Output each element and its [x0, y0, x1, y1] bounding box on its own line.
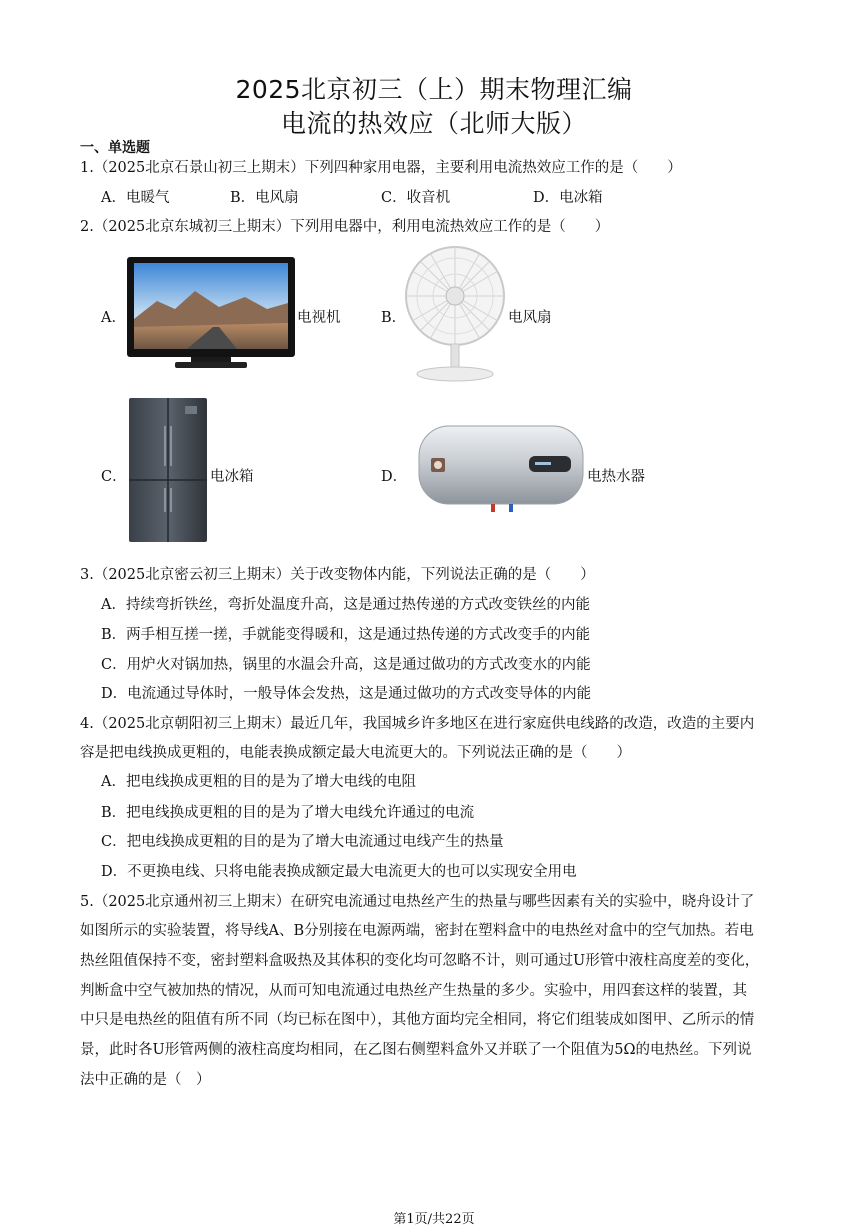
question-4-option-c: C．把电线换成更粗的目的是为了增大电流通过电线产生的热量 [101, 834, 504, 850]
water-heater-icon [417, 424, 585, 516]
question-5-line-1: 5.（2025北京通州初三上期末）在研究电流通过电热丝产生的热量与哪些因素有关的实验中，晓舟设计了 [80, 894, 755, 910]
question-5-line-6: 景，此时各U形管两侧的液柱高度均相同，在乙图右侧塑料盒外又并联了一个阻值为5Ω的电热丝。下列说 [80, 1042, 752, 1058]
section-heading: 一、单选题 [80, 140, 150, 156]
question-5-line-2: 如图所示的实验装置，将导线A、B分别接在电源两端，密封在塑料盒中的电热丝对盒中的空气加热。若电 [80, 923, 754, 939]
question-4-stem-line-2: 容是把电线换成更粗的，电能表换成额定最大电流更大的。下列说法正确的是（ ） [80, 745, 631, 761]
question-1-stem: 1.（2025北京石景山初三上期末）下列四种家用电器，主要利用电流热效应工作的是（ ） [80, 160, 682, 176]
question-4-stem-line-1: 4.（2025北京朝阳初三上期末）最近几年，我国城乡许多地区在进行家庭供电线路的改造，改造的主要内 [80, 716, 755, 732]
question-2-option-d-label: 电热水器 [587, 469, 645, 485]
question-3-option-b: B．两手相互搓一搓，手就能变得暖和，这是通过热传递的方式改变手的内能 [101, 627, 591, 643]
question-2-option-c-letter: C． [101, 469, 127, 485]
question-4-option-b: B．把电线换成更粗的目的是为了增大电线允许通过的电流 [101, 805, 475, 821]
question-2-option-a-label: 电视机 [297, 310, 341, 326]
question-1-option-c: C．收音机 [381, 190, 451, 206]
question-2-option-c-label: 电冰箱 [210, 469, 254, 485]
question-1-option-b: B．电风扇 [230, 190, 299, 206]
question-2-option-d-letter: D． [381, 469, 408, 485]
question-5-line-3: 热丝阻值保持不变，密封塑料盒吸热及其体积的变化均可忽略不计，则可通过U形管中液柱高度差的变化， [80, 953, 760, 969]
question-5-line-5: 中只是电热丝的阻值有所不同（均已标在图中），其他方面均完全相同，将它们组装成如图甲、乙所示的情 [80, 1012, 755, 1028]
question-2-option-a-letter: A． [101, 310, 126, 326]
question-4-option-a: A．把电线换成更粗的目的是为了增大电线的电阻 [101, 774, 416, 790]
question-2-stem: 2.（2025北京东城初三上期末）下列用电器中，利用电流热效应工作的是（ ） [80, 219, 610, 235]
question-2-option-b-letter: B． [381, 310, 407, 326]
question-3-stem: 3.（2025北京密云初三上期末）关于改变物体内能，下列说法正确的是（ ） [80, 567, 595, 583]
question-3-option-d: D．电流通过导体时，一般导体会发热，这是通过做功的方式改变导体的内能 [101, 686, 592, 702]
question-4-option-d: D．不更换电线、只将电能表换成额定最大电流更大的也可以实现安全用电 [101, 864, 577, 880]
tv-icon [127, 257, 295, 371]
question-5-line-7: 法中正确的是（ ） [80, 1072, 211, 1088]
page-footer: 第1页/共22页 [393, 1212, 475, 1227]
page-subtitle: 电流的热效应（北师大版） [280, 109, 587, 138]
question-2-option-b-label: 电风扇 [508, 310, 552, 326]
fan-icon [403, 244, 507, 384]
question-1-option-d: D．电冰箱 [533, 190, 603, 206]
fridge-icon [127, 396, 209, 546]
question-5-line-4: 判断盒中空气被加热的情况，从而可知电流通过电热丝产生热量的多少。实验中，用四套这样的装置，其 [80, 983, 747, 999]
question-1-option-a: A．电暖气 [101, 190, 170, 206]
question-3-option-a: A．持续弯折铁丝，弯折处温度升高，这是通过热传递的方式改变铁丝的内能 [101, 597, 590, 613]
question-3-option-c: C．用炉火对锅加热，锅里的水温会升高，这是通过做功的方式改变水的内能 [101, 657, 591, 673]
page-title: 2025北京初三（上）期末物理汇编 [235, 75, 633, 104]
